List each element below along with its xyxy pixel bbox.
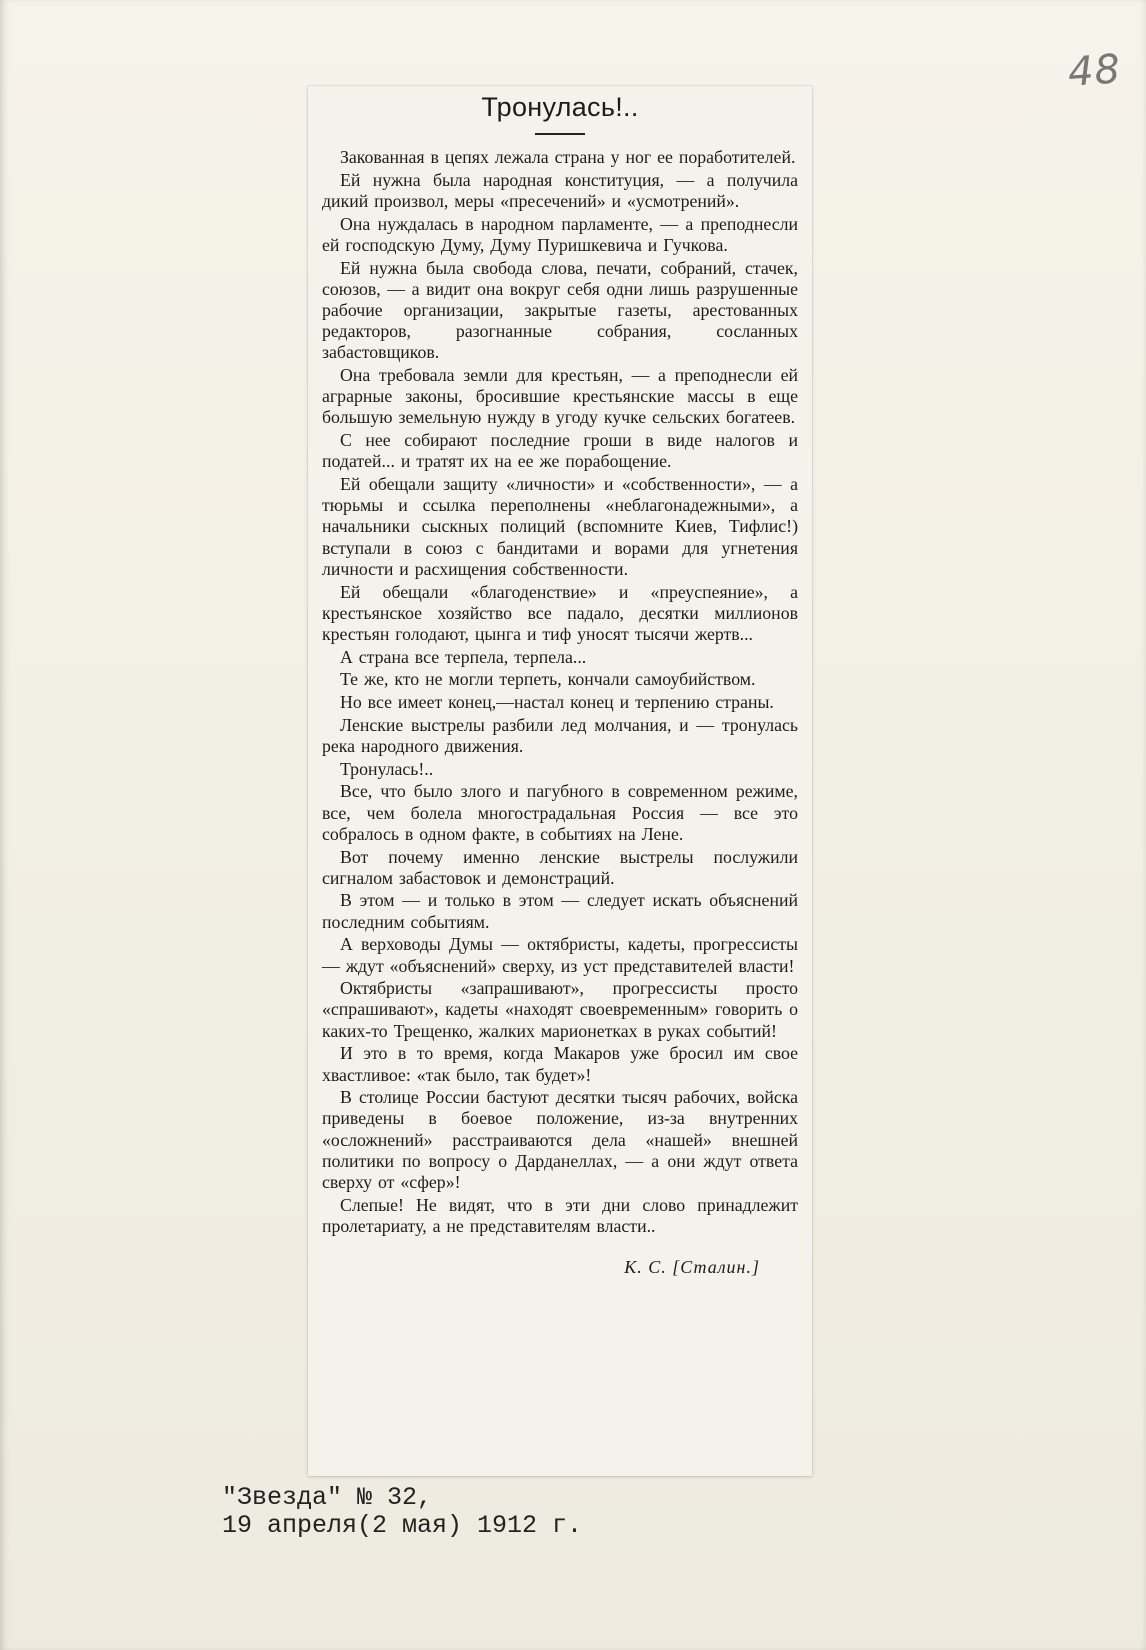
article-paragraph: С нее собирают последние гроши в виде налогов и податей... и тратят их на ее же порабощение. (322, 430, 798, 472)
article-paragraph: Ей обещали защиту «личности» и «собственности», — а тюрьмы и ссылка переполнены «неблагонадежными», а начальники сыскных полиций (вспомните Киев, Тифлис!) вступали в союз с бандитами и ворами для угнетения личности и расхищения собственности. (322, 474, 798, 579)
newspaper-clipping (308, 86, 812, 1476)
title-divider (535, 133, 585, 135)
source-note (222, 1484, 582, 1540)
article-paragraph: Слепые! Не видят, что в эти дни слово принадлежит пролетариату, а не представителям власти.. (322, 1194, 798, 1236)
source-note-newspaper: "Звезда" № 32, (222, 1483, 433, 1512)
article (318, 86, 802, 1278)
article-paragraph: Те же, кто не могли терпеть, кончали самоубийством. (340, 669, 756, 690)
source-note-date: 19 апреля(2 мая) 1912 г. (222, 1511, 583, 1540)
article-paragraph: Закованная в цепях лежала страна у ног ее поработителей. (340, 147, 796, 167)
article-title: Тронулась!.. (481, 92, 639, 122)
article-paragraph: Октябристы «запрашивают», прогрессисты просто «спрашивают», кадеты «находят своевременным» говорить о каких-то Трещенко, жалких марионетках в руках событий! (322, 978, 798, 1041)
page-number: 48 (1066, 46, 1123, 96)
article-paragraph: Вот почему именно ленские выстрелы послужили сигналом забастовок и демонстраций. (322, 846, 798, 888)
article-signature: К. С. [Сталин.] (624, 1257, 760, 1278)
article-paragraph: А страна все терпела, терпела... (340, 646, 587, 667)
article-paragraph: Все, что было злого и пагубного в современном режиме, все, чем болела многострадальная Россия — все это собралось в одном факте, в событиях на Лене. (322, 781, 798, 844)
article-paragraph: А верховоды Думы — октябристы, кадеты, прогрессисты — ждут «объяснений» сверху, из уст представителей власти! (322, 934, 798, 976)
article-paragraph: Ленские выстрелы разбили лед молчания, и — тронулась река народного движения. (322, 714, 798, 756)
article-paragraph: Но все имеет конец,—настал конец и терпению страны. (340, 692, 774, 713)
article-paragraph: Ей обещали «благоденствие» и «преуспеяние», а крестьянское хозяйство все падало, десятки миллионов крестьян голодают, цынга и тиф уносят тысячи жертв... (322, 581, 798, 644)
article-body (318, 147, 802, 1237)
article-paragraph: В этом — и только в этом — следует искать объяснений последним событиям. (322, 890, 798, 932)
article-paragraph: Она нуждалась в народном парламенте, — а преподнесли ей господскую Думу, Думу Пуришкевича и Гучкова. (322, 213, 798, 255)
article-paragraph: Она требовала земли для крестьян, — а преподнесли ей аграрные законы, бросившие крестьянские массы в еще большую земельную нужду в угоду кучке сельских богатеев. (322, 365, 798, 428)
article-paragraph: В столице России бастуют десятки тысяч рабочих, войска приведены в боевое положение, из-за внутренних «осложнений» расстраиваются дела «нашей» внешней политики по вопросу о Дарданеллах, — а они ждут ответа сверху от «сфер»! (322, 1087, 798, 1193)
article-paragraph: И это в то время, когда Макаров уже бросил им свое хвастливое: «так было, так будет»! (322, 1043, 798, 1085)
article-paragraph: Тронулась!.. (340, 758, 434, 779)
article-paragraph: Ей нужна была свобода слова, печати, собраний, стачек, союзов, — а видит она вокруг себя одни лишь разрушенные рабочие организации, закрытые газеты, арестованных редакторов, разогнанные собрания, сосланных забастовщиков. (322, 257, 798, 363)
article-paragraph: Ей нужна была народная конституция, — а получила дикий произвол, меры «пресечений» и «усмотрений». (322, 169, 798, 211)
